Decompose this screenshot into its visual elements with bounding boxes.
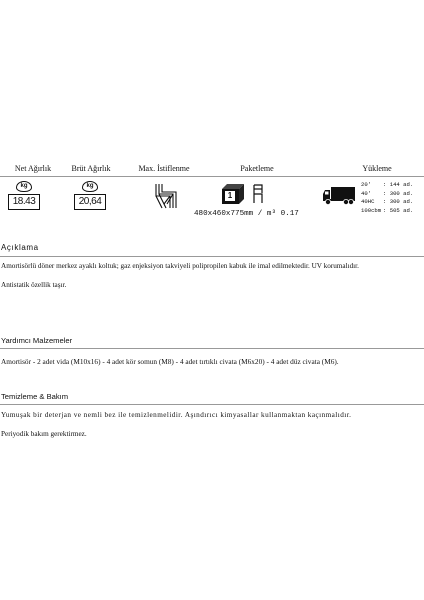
loading-label: Yükleme [362, 164, 392, 173]
truck-icon [322, 186, 356, 206]
kg-icon: kg [82, 181, 98, 192]
care-body [1, 406, 423, 444]
kg-icon: kg [16, 181, 32, 192]
gross-weight-value: 20,64 [74, 194, 106, 210]
chair-icon [252, 184, 264, 204]
description-line: Amortisörlü döner merkez ayaklı koltuk; gaz enjeksiyon takviyeli polipropilen kabuk ile imal edilmektedir. UV korumalıdır. [1, 262, 359, 270]
gross-weight-badge [74, 181, 106, 210]
accessories-divider [0, 348, 424, 349]
box-count: 1 [225, 191, 235, 201]
max-stacking-label: Max. İstiflenme [138, 164, 190, 173]
description-title: Açıklama [1, 243, 39, 252]
care-line: Yumuşak bir deterjan ve nemli bez ile temizlenmelidir. Aşındırıcı kimyasallar kullanmaktan kaçınmalıdır. [1, 411, 352, 419]
packaging-label: Paketleme [240, 164, 274, 173]
loading-row: 40HC : 300 ad. [361, 198, 414, 205]
header-divider [0, 176, 424, 177]
accessories-body: Amortisör - 2 adet vida (M10x16) - 4 adet kör somun (M8) - 4 adet tırtıklı civata (M6x20) - 4 adet düz civata (M6). [1, 357, 339, 366]
description-body [1, 257, 423, 295]
net-weight-label: Net Ağırlık [14, 164, 52, 173]
net-weight-badge [8, 181, 40, 210]
loading-table [361, 181, 413, 215]
care-divider [0, 404, 424, 405]
loading-row: 100cbm : 505 ad. [361, 206, 414, 214]
care-title: Temizleme & Bakım [1, 392, 69, 401]
box-icon [222, 184, 244, 204]
loading-row: 40' : 300 ad. [361, 189, 414, 197]
stacking-chairs-icon [150, 182, 180, 210]
description-line: Antistatik özellik taşır. [1, 281, 67, 289]
packaging-dimensions: 480x460x775mm / m³ 0.17 [194, 210, 299, 218]
gross-weight-label: Brüt Ağırlık [71, 164, 111, 173]
care-line: Periyodik bakım gerektirmez. [1, 430, 87, 438]
loading-row: 20' : 144 ad. [361, 181, 414, 188]
net-weight-value: 18.43 [8, 194, 40, 210]
accessories-title: Yardımcı Malzemeler [1, 336, 73, 345]
